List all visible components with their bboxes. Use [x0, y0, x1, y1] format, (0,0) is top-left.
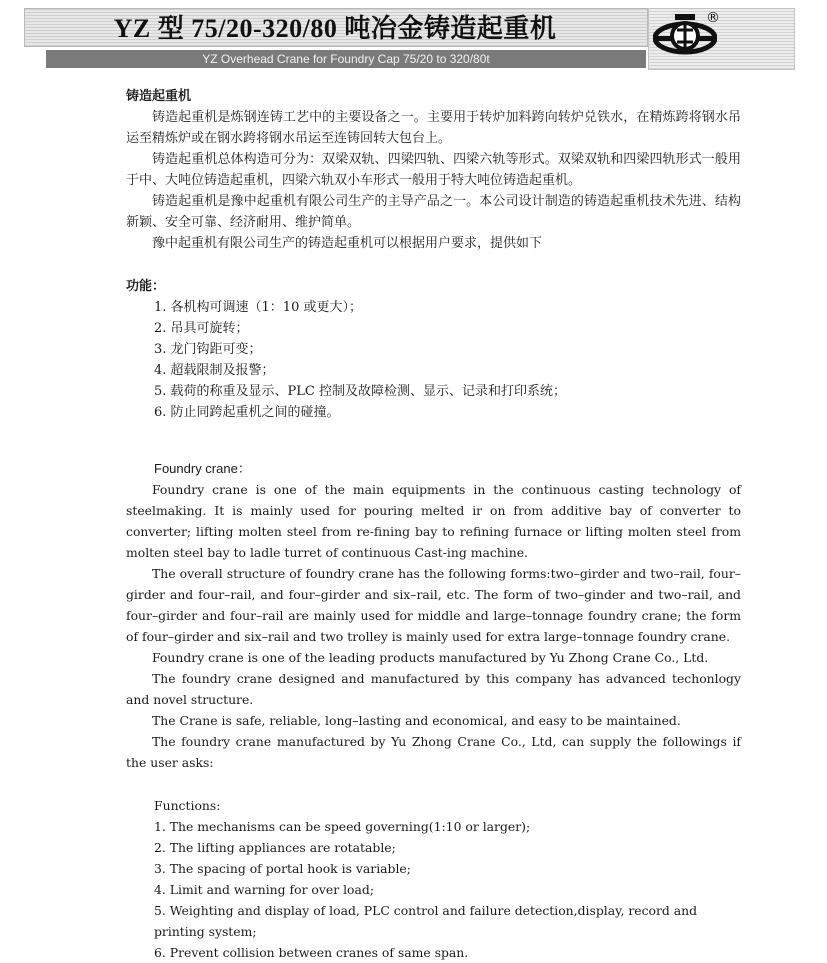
en-paragraph: The foundry crane designed and manufactured by this company has advanced techonlogy and novel structure. — [126, 671, 741, 707]
cn-paragraph: 铸造起重机总体构造可分为：双梁双轨、四梁四轨、四梁六轨等形式。双梁双轨和四梁四轨形式一般用于中、大吨位铸造起重机，四梁六轨双小车形式一般用于特大吨位铸造起重机。 — [126, 152, 741, 188]
english-section — [126, 458, 741, 963]
en-paragraph: The foundry crane manufactured by Yu Zhong Crane Co., Ltd, can supply the followings if the user asks: — [126, 734, 741, 770]
en-heading: Foundry crane： — [154, 461, 251, 476]
en-function-item: 3. The spacing of portal hook is variable; — [154, 861, 411, 876]
cn-paragraph: 铸造起重机是炼钢连铸工艺中的主要设备之一。主要用于转炉加料跨向转炉兑铁水，在精炼跨将钢水吊运至精炼炉或在钢水跨将钢水吊运至连铸回转大包台上。 — [126, 110, 741, 146]
chinese-section — [126, 86, 741, 423]
cn-function-item: 1. 各机构可调速（1：10 或更大）； — [154, 300, 362, 315]
en-function-item: 1. The mechanisms can be speed governing(1:10 or larger); — [154, 819, 531, 834]
en-paragraph: The overall structure of foundry crane has the following forms:two–girder and two–rail, four–girder and four–rail, and four–girder and six–rail, etc. The form of two–ginder and two–rail, and four–girder and four–rail are mainly used for middle and large–tonnage foundry crane; the form of four–girder and six–rail and two trolley is mainly used for extra large–tonnage foundry crane. — [126, 566, 741, 644]
cn-function-item: 5. 载荷的称重及显示、PLC 控制及故障检测、显示、记录和打印系统； — [154, 384, 566, 399]
en-paragraph: The Crane is safe, reliable, long–lasting and economical, and easy to be maintained. — [152, 713, 681, 728]
cn-paragraph: 铸造起重机是豫中起重机有限公司生产的主导产品之一。本公司设计制造的铸造起重机技术先进、结构新颖、安全可靠、经济耐用、维护简单。 — [126, 194, 741, 230]
en-function-item: 6. Prevent collision between cranes of same span. — [154, 945, 469, 960]
spacer — [126, 773, 741, 795]
cn-functions-heading: 功能： — [126, 279, 166, 294]
cn-function-item: 4. 超载限制及报警； — [154, 363, 275, 378]
en-function-item: 4. Limit and warning for over load; — [154, 882, 375, 897]
page-title: YZ 型 75/20-320/80 吨冶金铸造起重机 — [113, 14, 557, 43]
en-paragraph: Foundry crane is one of the leading products manufactured by Yu Zhong Crane Co., Ltd. — [152, 650, 709, 665]
registered-mark: ® — [706, 10, 720, 26]
cn-function-item: 2. 吊具可旋转； — [154, 321, 249, 336]
en-paragraph: Foundry crane is one of the main equipments in the continuous casting technology of steelmaking. It is mainly used for pouring melted ir on from additive bay of converter to converter; lifting molten steel from re-fining bay to refining furnace or lifting molten steel from molten steel bay to ladle turret of continuous Cast-ing machine. — [126, 482, 741, 560]
cn-paragraph: 豫中起重机有限公司生产的铸造起重机可以根据用户要求，提供如下 — [152, 236, 543, 251]
en-function-item: 2. The lifting appliances are rotatable; — [154, 840, 396, 855]
document-body — [126, 86, 741, 963]
spacer — [126, 254, 741, 276]
en-function-item: 5. Weighting and display of load, PLC control and failure detection,display, record and printing system; — [154, 903, 698, 939]
cn-function-item: 3. 龙门钩距可变； — [154, 342, 262, 357]
spacer — [126, 423, 741, 458]
page-subtitle: YZ Overhead Crane for Foundry Cap 75/20 to 320/80t — [46, 50, 646, 68]
cn-function-item: 6. 防止同跨起重机之间的碰撞。 — [154, 405, 340, 420]
en-functions-heading: Functions: — [154, 798, 221, 813]
cn-heading: 铸造起重机 — [126, 89, 192, 104]
